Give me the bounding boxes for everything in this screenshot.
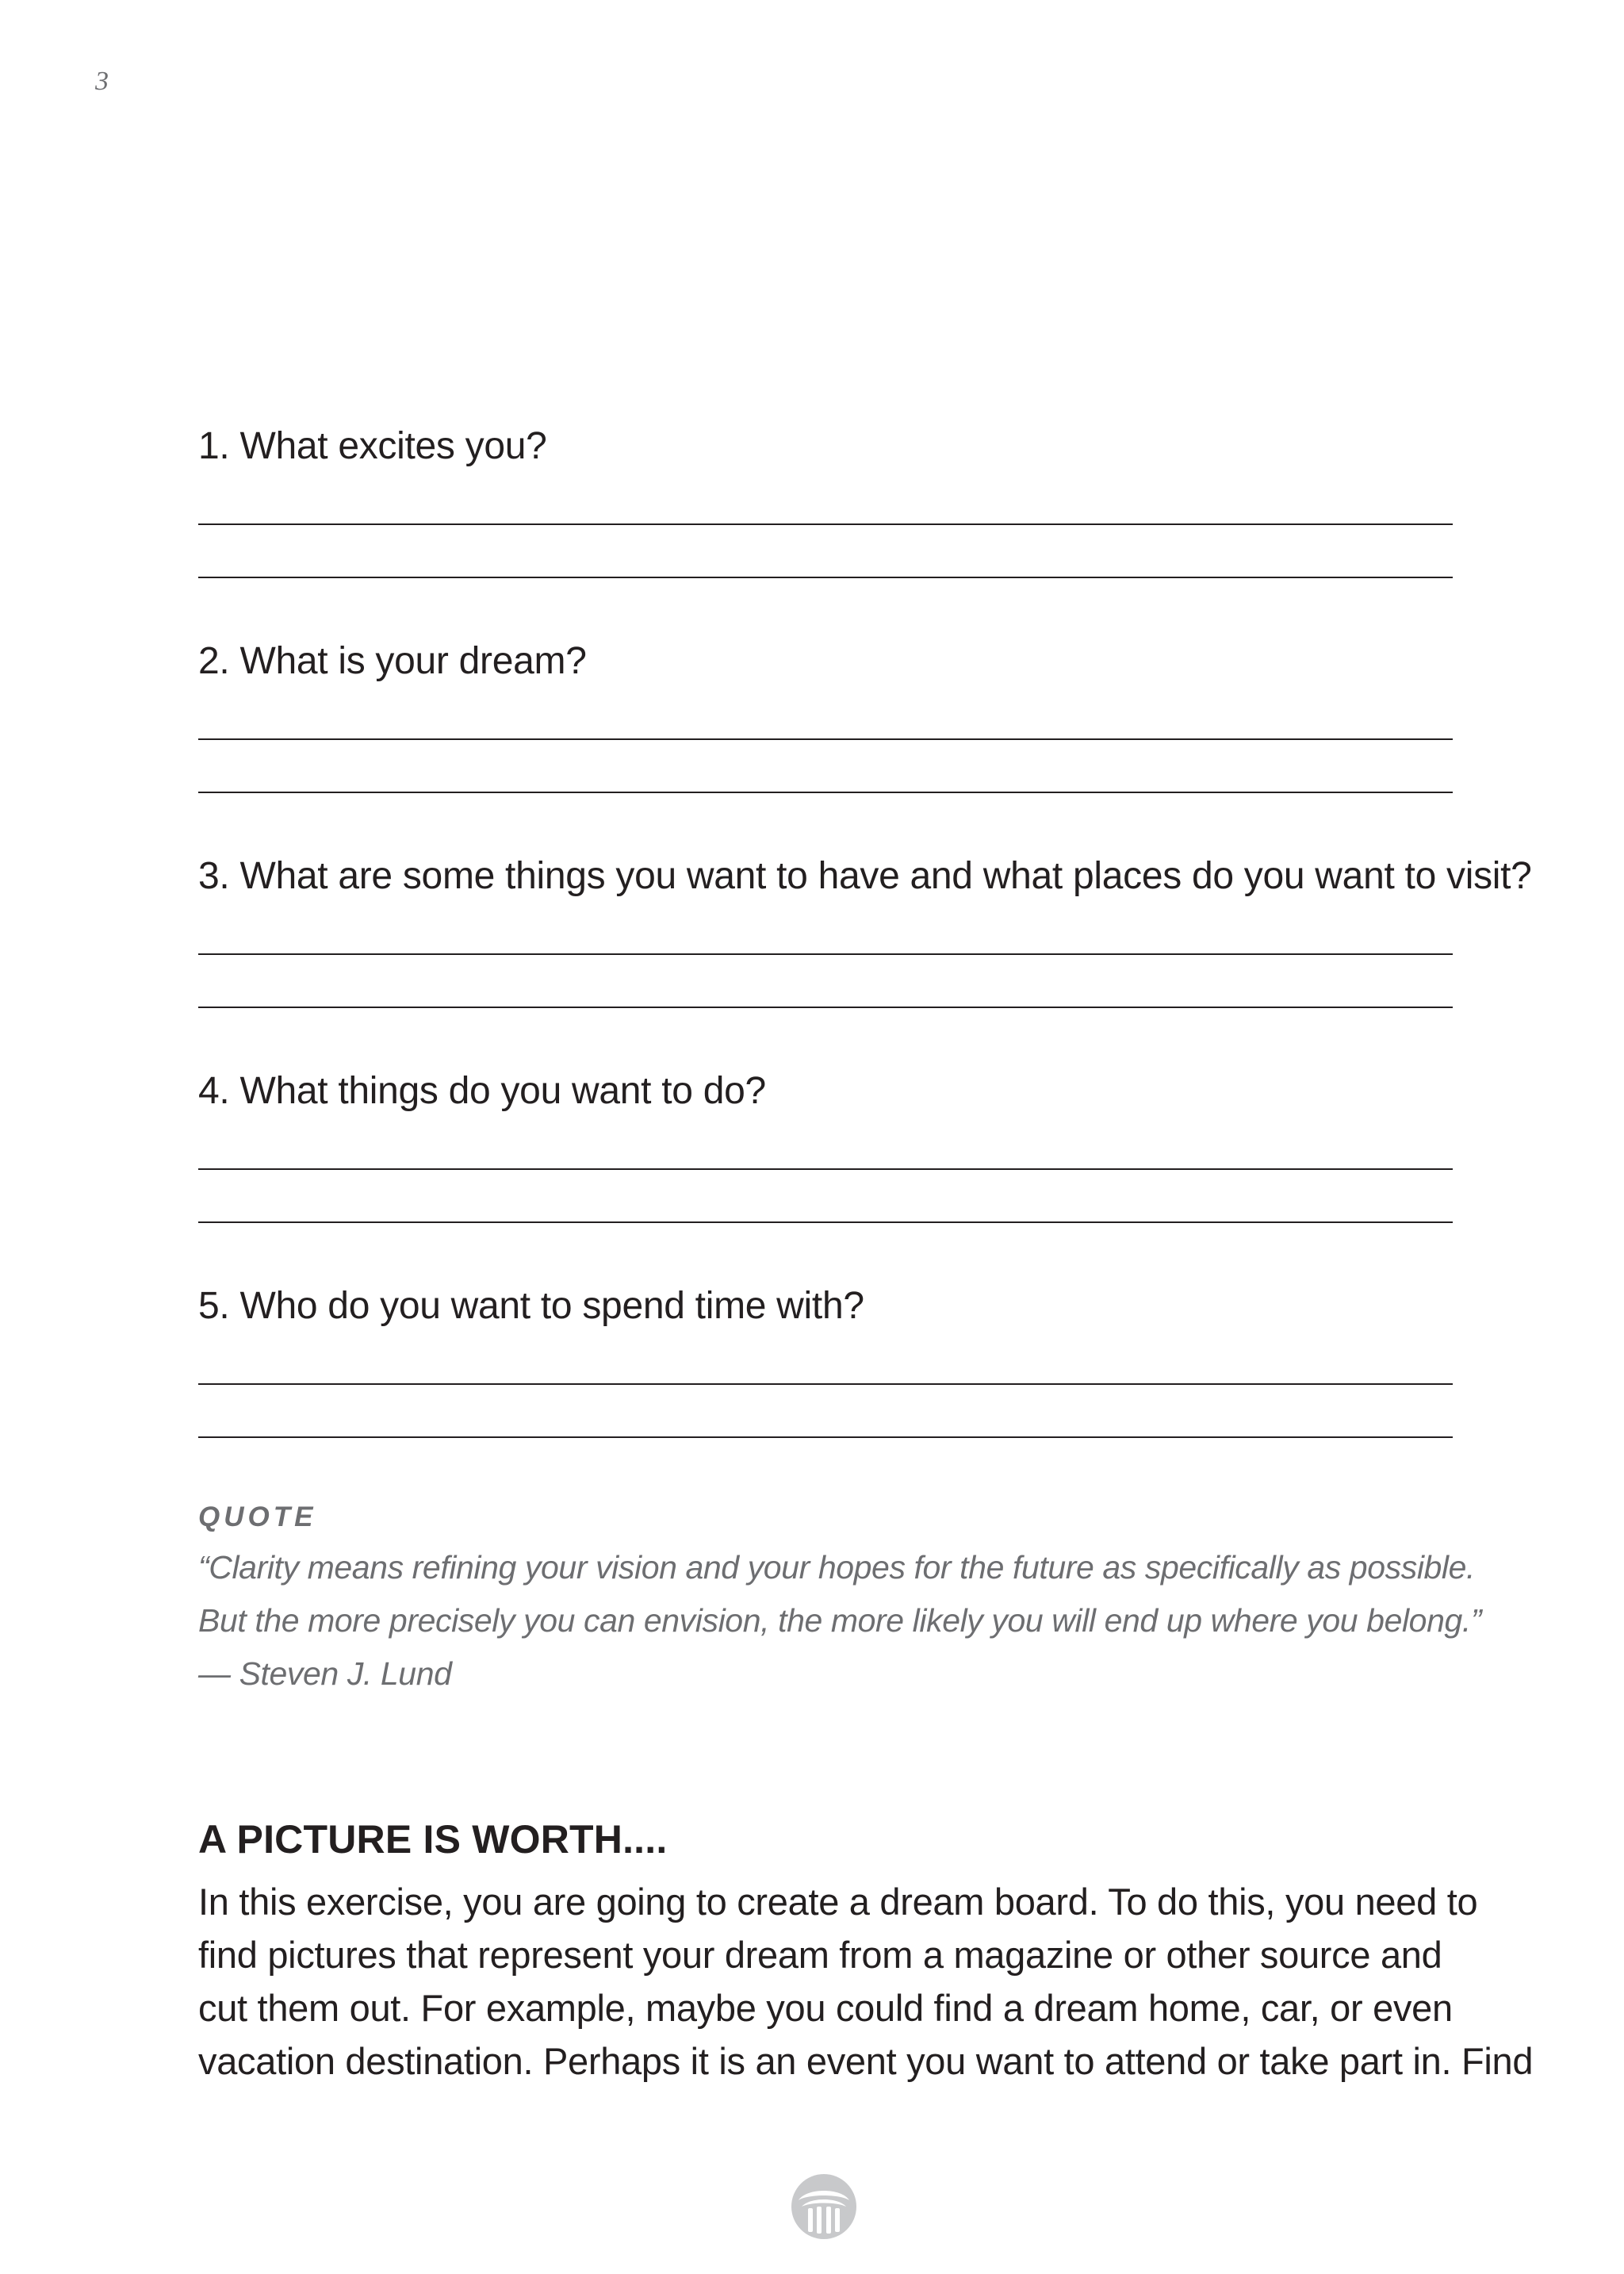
section-title: A PICTURE IS WORTH.... <box>198 1817 668 1862</box>
quote-heading: QUOTE <box>198 1501 317 1532</box>
question-label: 1. What excites you? <box>198 425 547 467</box>
question-list <box>198 424 1532 1499</box>
answer-line[interactable] <box>198 1168 1453 1170</box>
answer-line[interactable] <box>198 1383 1453 1385</box>
picture-section <box>198 1816 1534 2088</box>
quote-block <box>198 1501 1482 1701</box>
question-label: 3. What are some things you want to have and what places do you want to visit? <box>198 855 1532 897</box>
answer-line[interactable] <box>198 1007 1453 1008</box>
section-body-line: In this exercise, you are going to create a dream board. To do this, you need to <box>198 1881 1478 1923</box>
question-4 <box>198 1069 1453 1284</box>
question-1 <box>198 424 1453 639</box>
answer-line[interactable] <box>198 523 1453 525</box>
question-3 <box>198 854 1532 1069</box>
question-label: 2. What is your dream? <box>198 640 587 682</box>
question-label: 5. Who do you want to spend time with? <box>198 1285 864 1327</box>
answer-line[interactable] <box>198 577 1453 578</box>
page-number: 3 <box>95 67 109 96</box>
company-logo-icon <box>791 2173 857 2240</box>
answer-line[interactable] <box>198 1221 1453 1223</box>
section-body-line: find pictures that represent your dream from a magazine or other source and <box>198 1934 1442 1976</box>
section-body-line: vacation destination. Perhaps it is an event you want to attend or take part in. Find <box>198 2040 1534 2082</box>
quote-text-line: “Clarity means refining your vision and your hopes for the future as specifically as possible. <box>198 1549 1476 1586</box>
answer-line[interactable] <box>198 792 1453 793</box>
quote-attribution: — Steven J. Lund <box>198 1655 452 1692</box>
question-2 <box>198 639 1453 854</box>
question-5 <box>198 1284 1453 1499</box>
section-body-line: cut them out. For example, maybe you could find a dream home, car, or even <box>198 1987 1453 2029</box>
answer-line[interactable] <box>198 953 1453 955</box>
answer-line[interactable] <box>198 738 1453 740</box>
question-label: 4. What things do you want to do? <box>198 1070 766 1112</box>
answer-line[interactable] <box>198 1436 1453 1438</box>
quote-text-line: But the more precisely you can envision, the more likely you will end up where you belong.” <box>198 1602 1482 1639</box>
